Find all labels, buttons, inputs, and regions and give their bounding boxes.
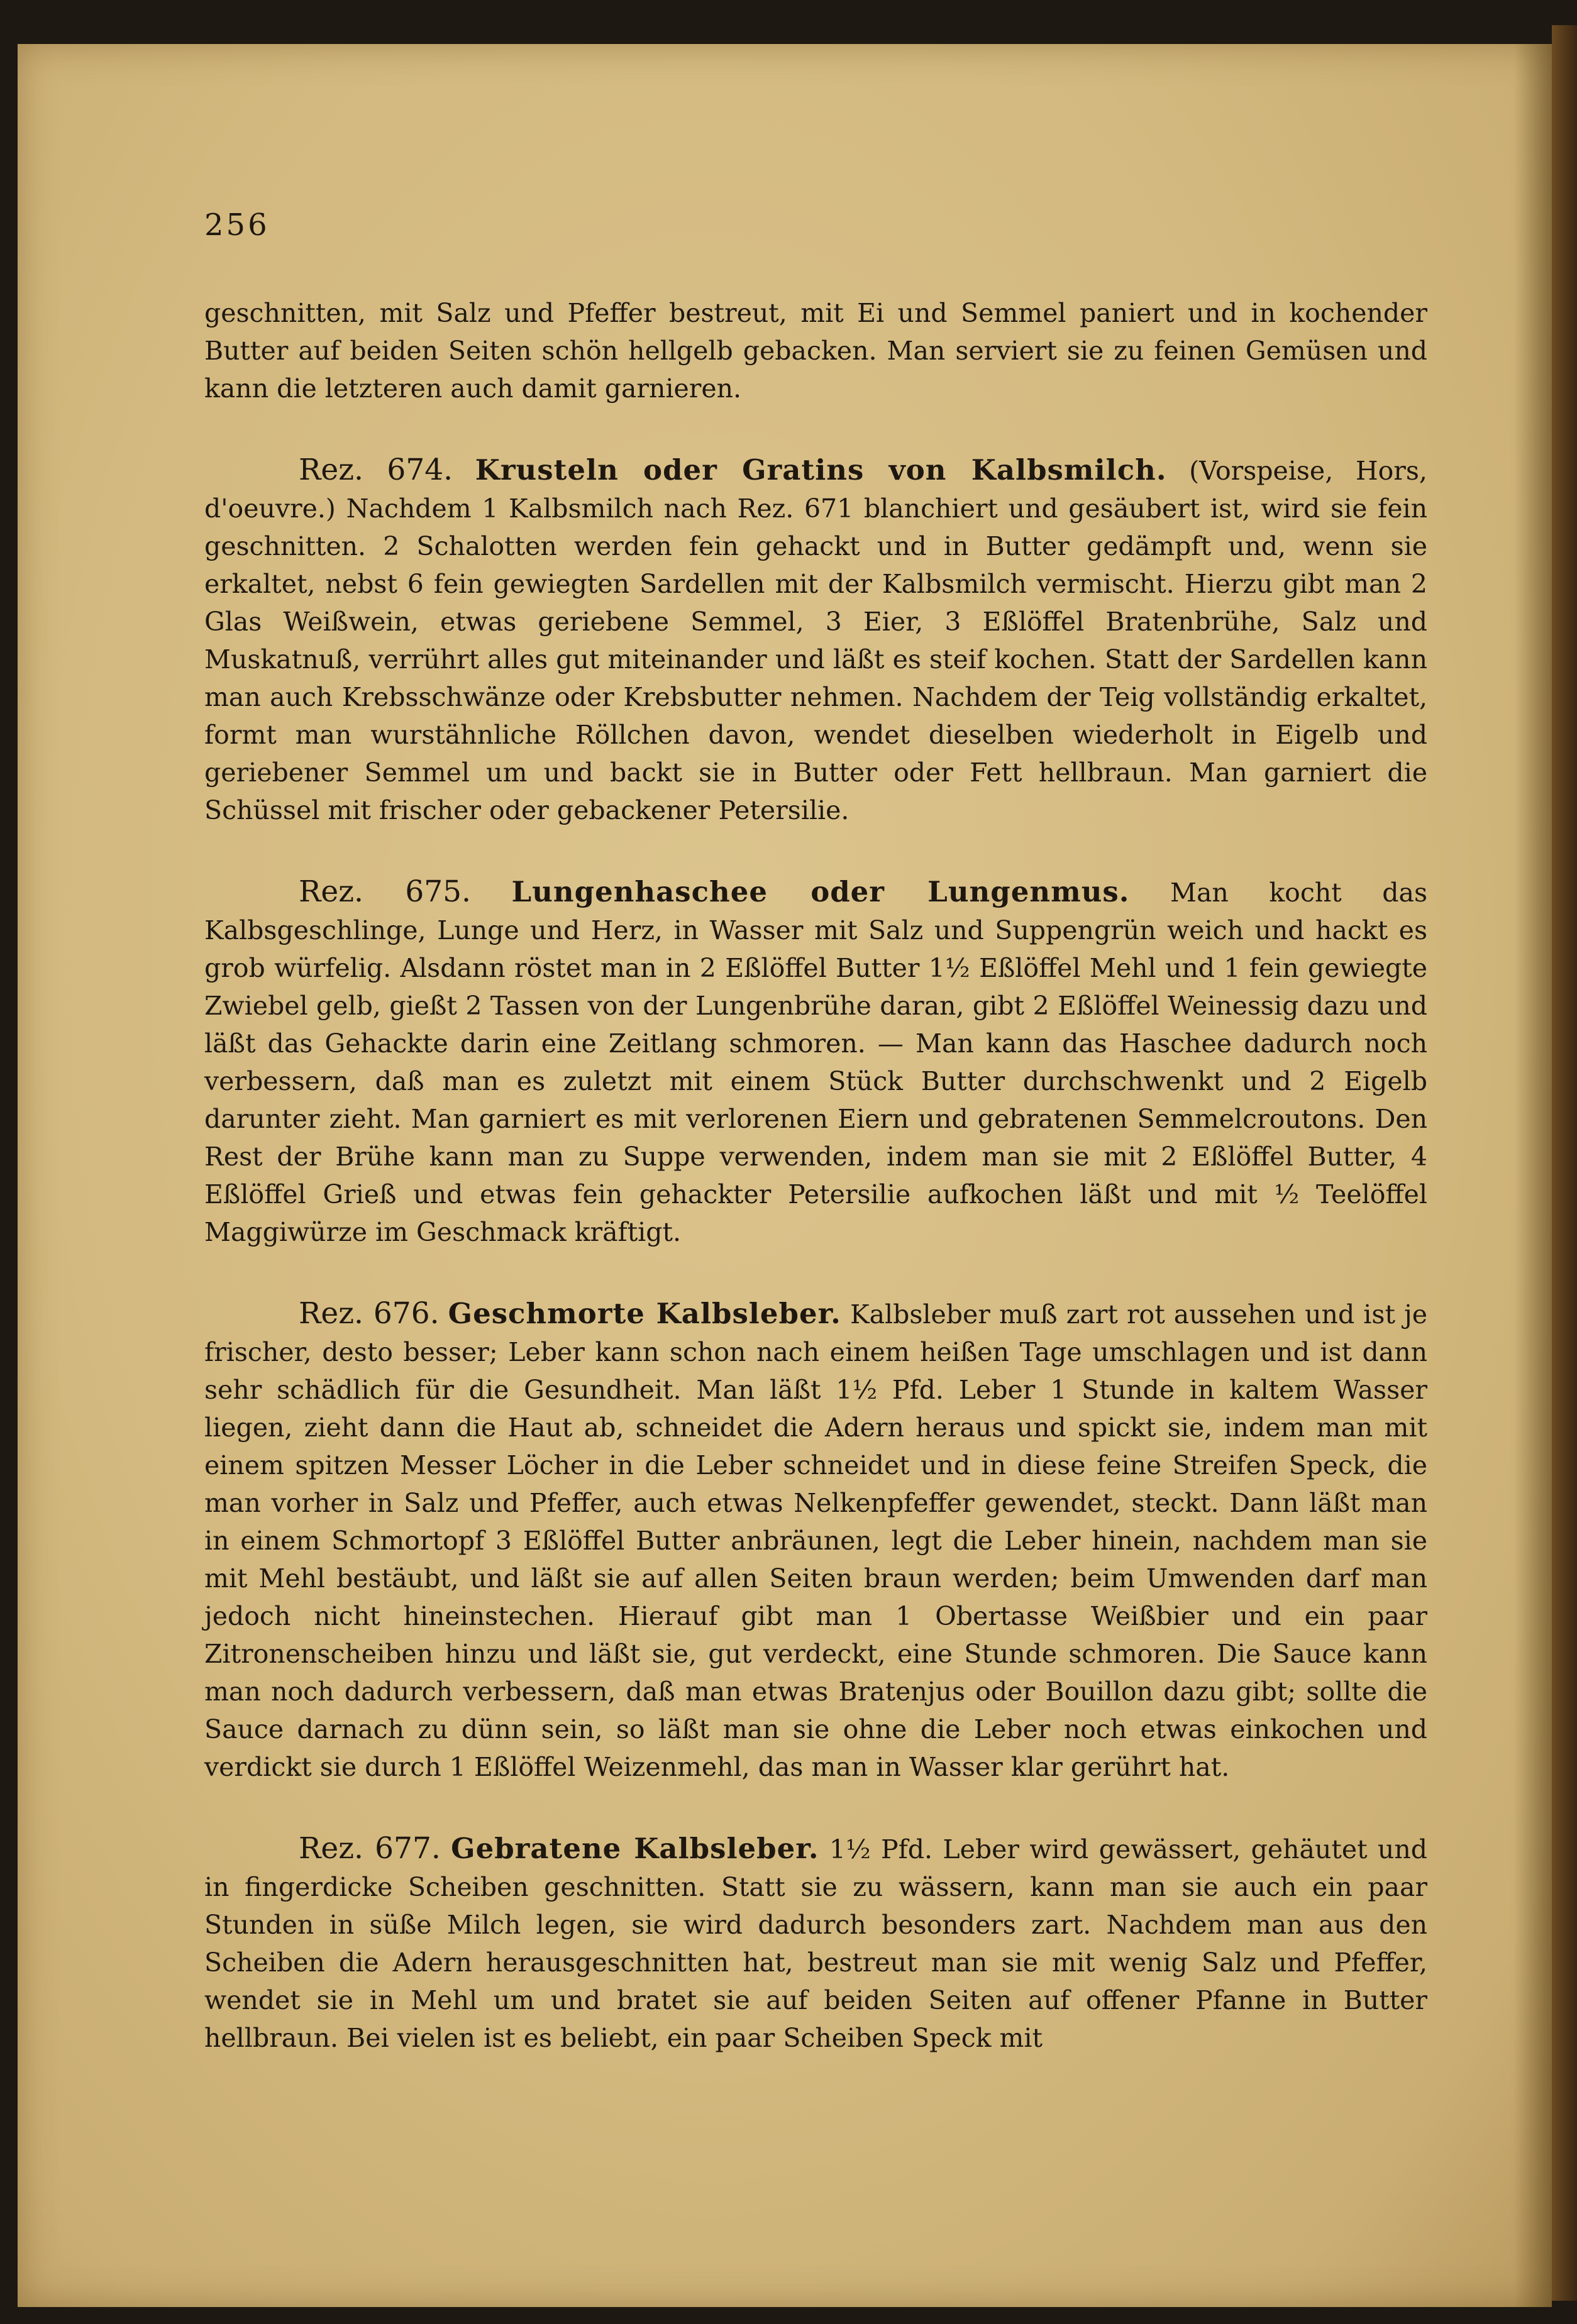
recipe-text: Man kocht das Kalbsgeschlinge, Lunge und Herz, in Wasser mit Salz und Suppengrün weich und hackt es grob würfelig. Alsdann röstet man in 2 Eßlöffel Butter 1½ Eßlöffel Mehl und 1 fein gewiegte Zwiebel gelb, gießt 2 Tassen von der Lungenbrühe daran, gibt 2 Eßlöffel Weinessig dazu und läßt das Gehackte darin eine Zeitlang schmoren. — Man kann das Haschee dadurch noch verbessern, daß man es zuletzt mit einem Stück Butter durchschwenkt und 2 Eigelb darunter zieht. Man garniert es mit verlorenen Eiern und gebratenen Semmelcroutons. Den Rest der Brühe kann man zu Suppe verwenden, indem man sie mit 2 Eßlöffel Butter, 4 Eßlöffel Grieß und etwas fein gehackter Petersilie aufkochen läßt und mit ½ Teelöffel Maggiwürze im Geschmack kräftigt. (204, 878, 1427, 1247)
recipe-text: Kalbsleber muß zart rot aussehen und ist je frischer, desto besser; Leber kann schon nach einem heißen Tage umschlagen und ist dann sehr schädlich für die Gesundheit. Man läßt 1½ Pfd. Leber 1 Stunde in kaltem Wasser liegen, zieht dann die Haut ab, schneidet die Adern heraus und spickt sie, indem man mit einem spitzen Messer Löcher in die Leber schneidet und in diese feine Streifen Speck, die man vorher in Salz und Pfeffer, auch etwas Nelkenpfeffer gewendet, steckt. Dann läßt man in einem Schmortopf 3 Eßlöffel Butter anbräunen, legt die Leber hinein, nachdem man sie mit Mehl bestäubt, und läßt sie auf allen Seiten braun werden; beim Umwenden darf man jedoch nicht hineinstechen. Hierauf gibt man 1 Obertasse Weißbier und ein paar Zitronenscheiben hinzu und läßt sie, gut verdeckt, eine Stunde schmoren. Die Sauce kann man noch dadurch verbessern, daß man etwas Bratenjus oder Bouillon dazu gibt; sollte die Sauce darnach zu dünn sein, so läßt man sie ohne die Leber noch etwas einkochen und verdickt sie durch 1 Eßlöffel Weizenmehl, das man in Wasser klar gerührt hat. (204, 1299, 1427, 1782)
book-edge (1552, 25, 1577, 2301)
recipe-title: Krusteln oder Gratins von Kalbsmilch. (475, 453, 1167, 487)
recipe-text: 1½ Pfd. Leber wird gewässert, gehäutet und in fingerdicke Scheiben geschnitten. Statt sie zu wässern, kann man sie auch ein paar Stunden in süße Milch legen, sie wird dadurch besonders zart. Nachdem man aus den Scheiben die Adern herausgeschnitten hat, bestreut man sie mit wenig Salz und Pfeffer, wendet sie in Mehl um und bratet sie auf beiden Seiten auf offener Pfanne in Butter hellbraun. Bei vielen ist es beliebt, ein paar Scheiben Speck mit (204, 1834, 1427, 2053)
recipe-number: Rez. 674. (299, 453, 453, 487)
recipe-title: Lungenhaschee oder Lungenmus. (511, 875, 1130, 908)
recipe-677 (204, 1830, 1427, 2057)
page-gutter-shadow (1514, 44, 1552, 2307)
recipe-number: Rez. 676. (299, 1296, 440, 1331)
continuation-paragraph: geschnitten, mit Salz und Pfeffer bestreut, mit Ei und Semmel paniert und in kochender Butter auf beiden Seiten schön hellgelb gebacken. Man serviert sie zu feinen Gemüsen und kann die letzteren auch damit garnieren. (204, 298, 1427, 404)
recipe-number: Rez. 677. (299, 1831, 441, 1866)
recipe-674 (204, 451, 1427, 829)
recipe-title: Geschmorte Kalbsleber. (448, 1297, 841, 1330)
recipe-title: Gebratene Kalbsleber. (451, 1832, 819, 1865)
recipe-number: Rez. 675. (299, 874, 471, 909)
recipe-text: (Vorspeise, Hors, d'oeuvre.) Nachdem 1 Kalbsmilch nach Rez. 671 blanchiert und gesäubert ist, wird sie fein geschnitten. 2 Schalotten werden fein gehackt und in Butter gedämpft und, wenn sie erkaltet, nebst 6 fein gewiegten Sardellen mit der Kalbsmilch vermischt. Hierzu gibt man 2 Glas Weißwein, etwas geriebene Semmel, 3 Eier, 3 Eßlöffel Bratenbrühe, Salz und Muskatnuß, verrührt alles gut miteinander und läßt es steif kochen. Statt der Sardellen kann man auch Krebsschwänze oder Krebsbutter nehmen. Nachdem der Teig vollständig erkaltet, formt man wurstähnliche Röllchen davon, wendet dieselben wiederholt in Eigelb und geriebener Semmel um und backt sie in Butter oder Fett hellbraun. Man garniert die Schüssel mit frischer oder gebackener Petersilie. (204, 456, 1427, 825)
page-content (204, 207, 1427, 2101)
page-number: 256 (204, 207, 270, 243)
recipe-676 (204, 1295, 1427, 1786)
recipe-675 (204, 873, 1427, 1251)
